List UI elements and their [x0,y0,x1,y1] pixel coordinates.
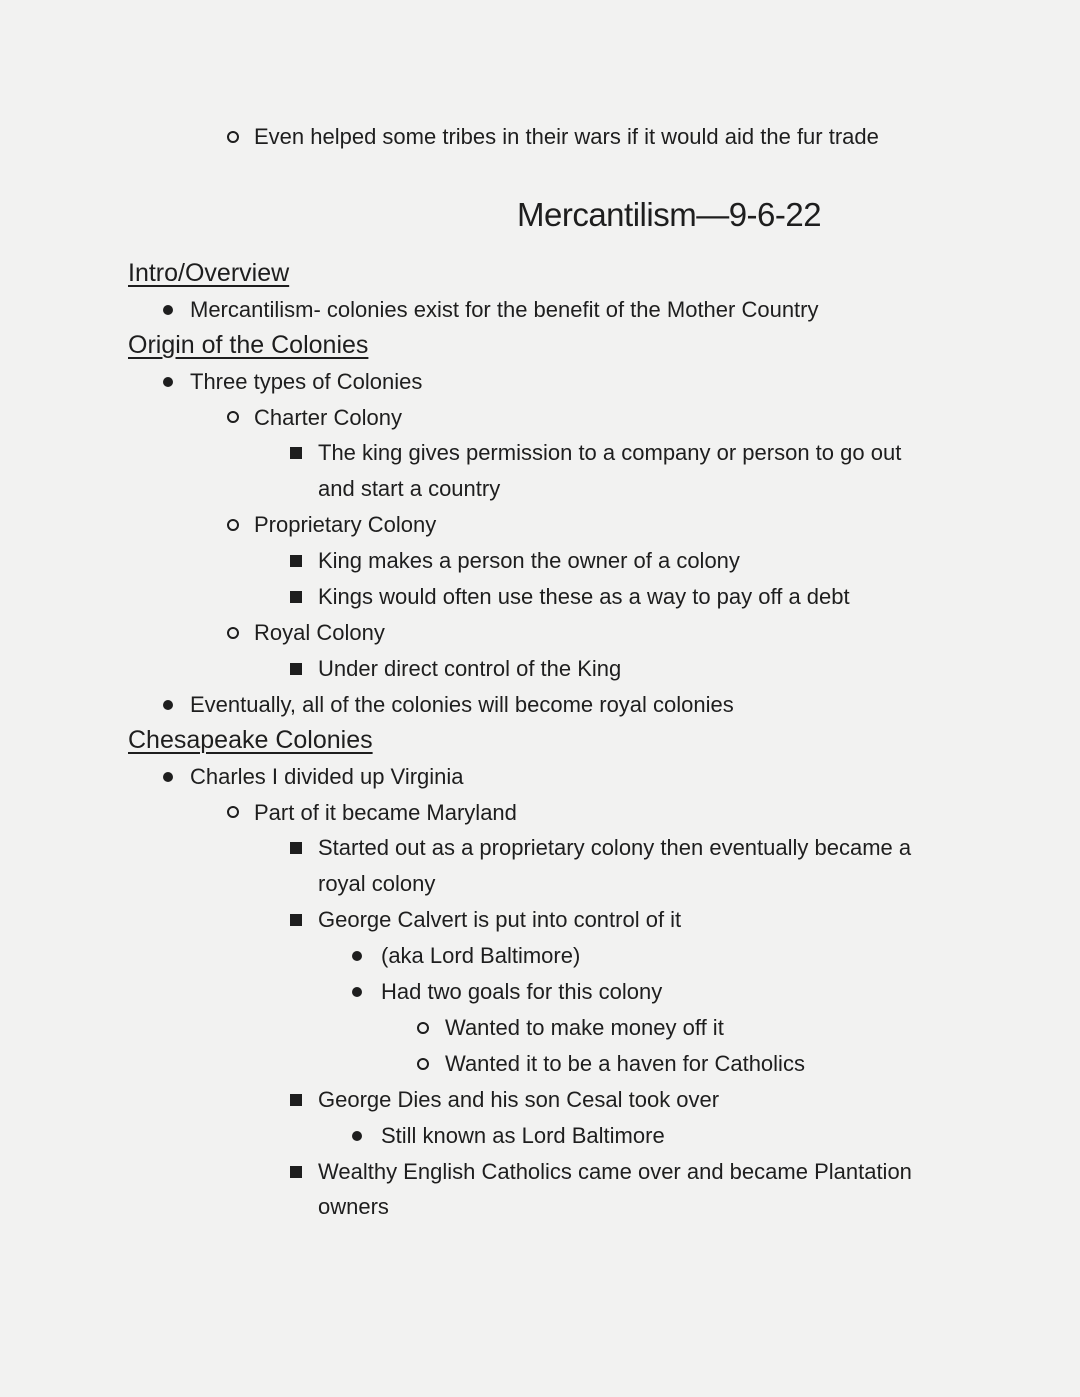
list-item [128,902,952,938]
line-text: Charles I divided up Virginia [190,763,464,789]
line-text: Even helped some tribes in their wars if it would aid the fur trade [254,124,879,149]
circle-bullet-icon [227,806,239,818]
list-item [128,687,952,723]
line-text: George Dies and his son Cesal took over [318,1086,720,1112]
list-item [128,292,952,328]
line-text: Under direct control of the King [318,655,622,681]
circle-bullet-icon [227,411,239,423]
line-text: Origin of the Colonies [128,330,369,359]
circle-bullet-icon [227,131,239,143]
list-item [128,579,952,615]
line-text: Eventually, all of the colonies will become royal colonies [190,691,734,717]
line-text: Wanted it to be a haven for Catholics [445,1050,805,1076]
circle-bullet-icon [227,627,239,639]
list-item [128,400,952,436]
document-title [128,191,952,239]
list-item [128,651,952,687]
section-heading [128,723,952,759]
line-text: owners [318,1194,389,1220]
list-item [128,938,952,974]
line-text: Still known as Lord Baltimore [381,1122,665,1148]
line-text: The king gives permission to a company or person to go out [318,440,902,466]
line-text: Proprietary Colony [254,512,437,538]
list-item [128,615,952,651]
list-item-continuation [128,1189,952,1225]
line-text: Mercantilism—9-6-22 [517,195,822,233]
line-text: Part of it became Maryland [254,799,517,825]
disc-bullet-icon [352,951,362,961]
square-bullet-icon [290,447,302,459]
circle-bullet-icon [227,519,239,531]
line-text: royal colony [318,871,436,897]
list-item [128,119,952,155]
document-content [128,119,952,1225]
list-item [128,1118,952,1154]
list-item [128,364,952,400]
line-text: Had two goals for this colony [381,979,663,1005]
square-bullet-icon [290,1094,302,1106]
section-heading [128,328,952,364]
square-bullet-icon [290,914,302,926]
list-item [128,830,952,866]
line-text: Charter Colony [254,404,402,430]
line-text: Wealthy English Catholics came over and became Plantation [318,1158,912,1184]
disc-bullet-icon [163,700,173,710]
disc-bullet-icon [163,772,173,782]
list-item [128,759,952,795]
line-text: Three types of Colonies [190,368,423,394]
list-item [128,974,952,1010]
disc-bullet-icon [163,305,173,315]
line-text: (aka Lord Baltimore) [381,943,581,969]
list-item-continuation [128,866,952,902]
list-item [128,1082,952,1118]
line-text: Mercantilism- colonies exist for the benefit of the Mother Country [190,296,819,322]
line-text: King makes a person the owner of a colony [318,548,740,574]
list-item [128,543,952,579]
line-text: and start a country [318,476,501,502]
list-item [128,795,952,831]
list-item [128,1046,952,1082]
line-text: Royal Colony [254,619,385,645]
line-text: George Calvert is put into control of it [318,907,682,933]
line-text: Chesapeake Colonies [128,725,373,754]
list-item-continuation [128,471,952,507]
square-bullet-icon [290,591,302,603]
list-item [128,1154,952,1190]
section-heading [128,256,952,292]
line-text: Started out as a proprietary colony then eventually became a [318,835,912,861]
line-text: Wanted to make money off it [445,1014,724,1040]
disc-bullet-icon [163,377,173,387]
circle-bullet-icon [417,1022,429,1034]
list-item [128,1010,952,1046]
disc-bullet-icon [352,1131,362,1141]
disc-bullet-icon [352,987,362,997]
square-bullet-icon [290,842,302,854]
square-bullet-icon [290,663,302,675]
square-bullet-icon [290,555,302,567]
line-text: Intro/Overview [128,258,290,287]
list-item [128,435,952,471]
list-item [128,507,952,543]
circle-bullet-icon [417,1058,429,1070]
square-bullet-icon [290,1166,302,1178]
line-text: Kings would often use these as a way to pay off a debt [318,584,850,610]
